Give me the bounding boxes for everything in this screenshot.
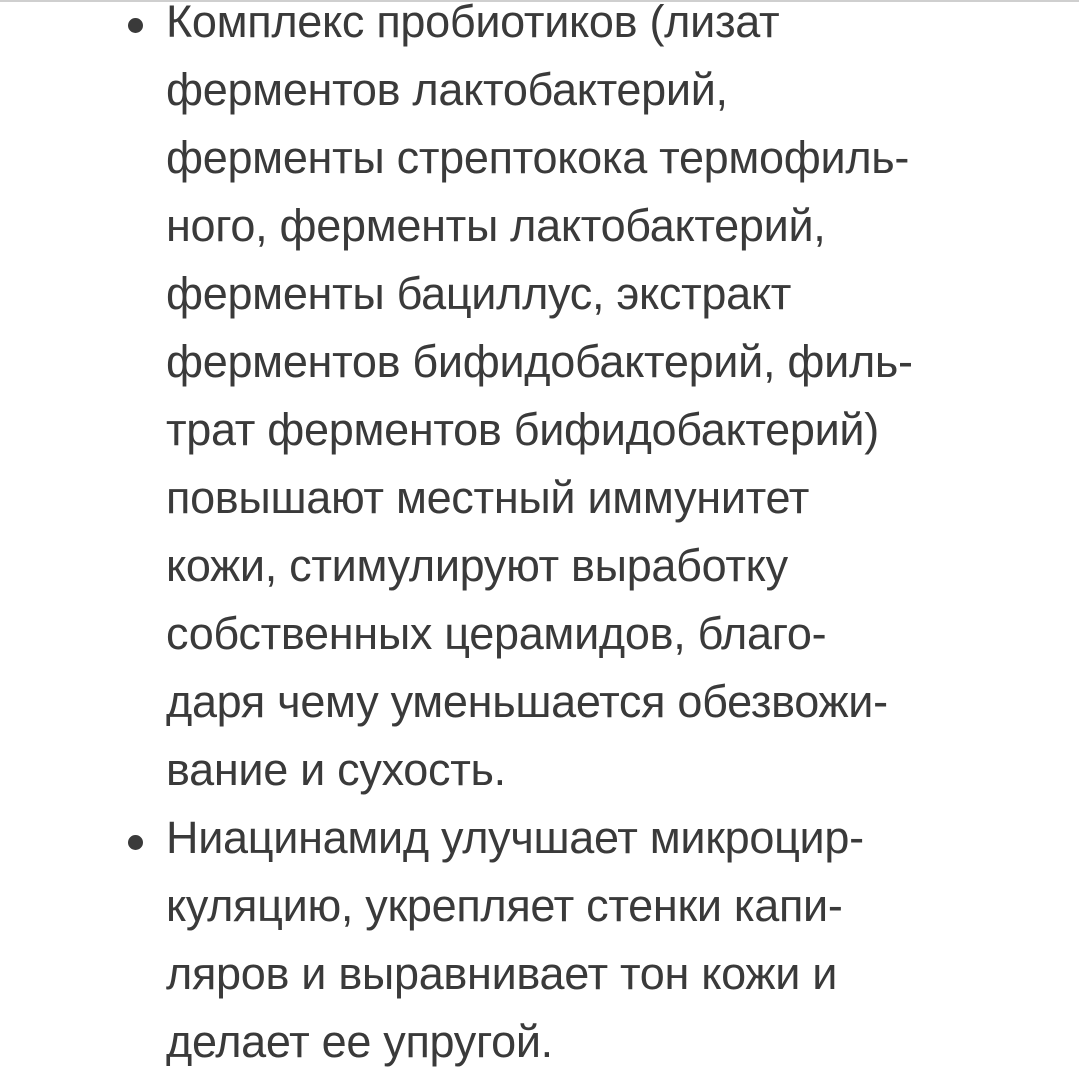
text-line: собственных церамидов, благо- bbox=[166, 608, 827, 659]
text-line: повышают местный иммунитет bbox=[166, 472, 810, 523]
text-line: кожи, стимулируют выработку bbox=[166, 540, 788, 591]
text-line: ферментов лактобактерий, bbox=[166, 64, 728, 115]
text-line: ферментов бифидобактерий, филь- bbox=[166, 336, 913, 387]
bullet-dot-icon bbox=[128, 835, 143, 850]
text-line: даря чему уменьшается обезвожи- bbox=[166, 676, 888, 727]
text-line: ного, ферменты лактобактерий, bbox=[166, 200, 826, 251]
text-line: Комплекс пробиотиков (лизат bbox=[166, 0, 780, 47]
text-line: ляров и выравнивает тон кожи и bbox=[166, 948, 838, 999]
list-item-niacinamide bbox=[0, 804, 1079, 1076]
text-line: делает ее упругой. bbox=[166, 1016, 553, 1067]
text-line: вание и сухость. bbox=[166, 744, 506, 795]
text-line: куляцию, укрепляет стенки капи- bbox=[166, 880, 843, 931]
text-line: ферменты бациллус, экстракт bbox=[166, 268, 792, 319]
bullet-dot-icon bbox=[128, 18, 143, 33]
text-line: ферменты стрептокока термофиль- bbox=[166, 132, 910, 183]
text-line: Ниацинамид улучшает микроцир- bbox=[166, 812, 864, 863]
text-line: трат ферментов бифидобактерий) bbox=[166, 404, 879, 455]
